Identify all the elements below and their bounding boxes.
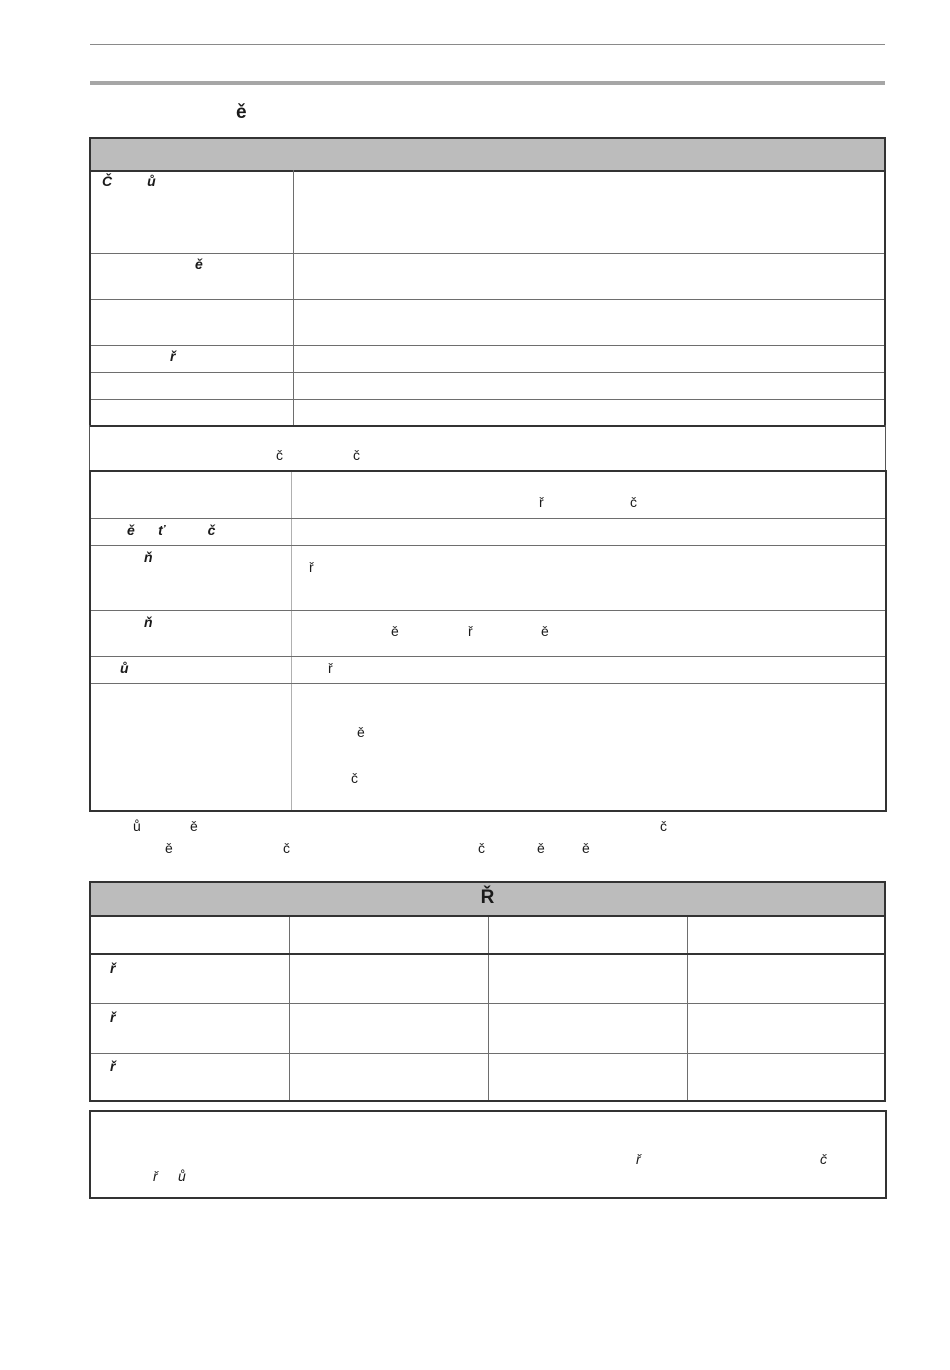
note-text: č — [283, 840, 290, 856]
footer-note-text: ř — [636, 1151, 641, 1167]
note-text: ě — [190, 818, 198, 834]
spec-table-divider — [293, 170, 294, 425]
table-row-value: ě — [391, 623, 399, 639]
table-row-divider — [91, 1053, 884, 1054]
table-row-value: ě — [541, 623, 549, 639]
note-text: ů — [133, 818, 141, 834]
table-row-divider — [91, 299, 884, 300]
column-divider — [687, 917, 688, 1100]
table-row-divider — [91, 518, 885, 519]
comparison-table — [89, 881, 886, 1102]
column-divider — [488, 917, 489, 1100]
table-row-label: ř — [110, 1058, 116, 1074]
footer-note-box — [89, 1110, 887, 1199]
table-row-label: Č ů — [102, 173, 156, 189]
spec-table-header — [91, 139, 884, 172]
note-text: č — [660, 818, 667, 834]
span-note: č č — [276, 447, 361, 463]
detail-table-divider — [291, 472, 292, 810]
table-row-divider — [91, 345, 884, 346]
table-row-label: ů — [120, 660, 129, 676]
table-row-value: ř — [309, 559, 314, 575]
span-note-row — [89, 425, 886, 472]
section-title: ě — [236, 102, 247, 123]
footer-note-text: ů — [178, 1168, 186, 1184]
section-rule — [90, 81, 885, 85]
table-row-value: ě — [357, 724, 365, 740]
footer-note-text: č — [820, 1151, 827, 1167]
detail-table — [89, 470, 887, 812]
table-row-label: ř — [110, 1009, 116, 1025]
table-row-divider — [91, 683, 885, 684]
comparison-table-title: Ř — [480, 887, 495, 908]
note-text: ě — [165, 840, 173, 856]
column-divider — [289, 917, 290, 1100]
table-row-divider — [91, 656, 885, 657]
table-row-divider — [91, 545, 885, 546]
note-text: ě — [582, 840, 590, 856]
table-row-divider — [91, 253, 884, 254]
table-row-label: ř — [110, 960, 116, 976]
table-row-label: ě ť č — [127, 522, 216, 538]
table-row-value: č — [630, 494, 637, 510]
table-row-label: ň — [144, 549, 153, 565]
table-row-value: ř — [468, 623, 473, 639]
table-row-divider — [91, 610, 885, 611]
note-text: č — [478, 840, 485, 856]
header-rule — [90, 44, 885, 45]
spec-table — [89, 137, 886, 427]
table-row-value: ř — [539, 494, 544, 510]
footer-note-text: ř — [153, 1168, 158, 1184]
table-row-label: ě — [195, 256, 203, 272]
table-row-label: ň — [144, 614, 153, 630]
table-row-value: č — [351, 770, 358, 786]
table-row-divider — [91, 399, 884, 400]
table-row-divider — [91, 372, 884, 373]
table-row-value: ř — [328, 660, 333, 676]
table-head-divider — [91, 953, 884, 955]
table-row-divider — [91, 1003, 884, 1004]
table-row-label: ř — [170, 348, 176, 364]
note-text: ě — [537, 840, 545, 856]
